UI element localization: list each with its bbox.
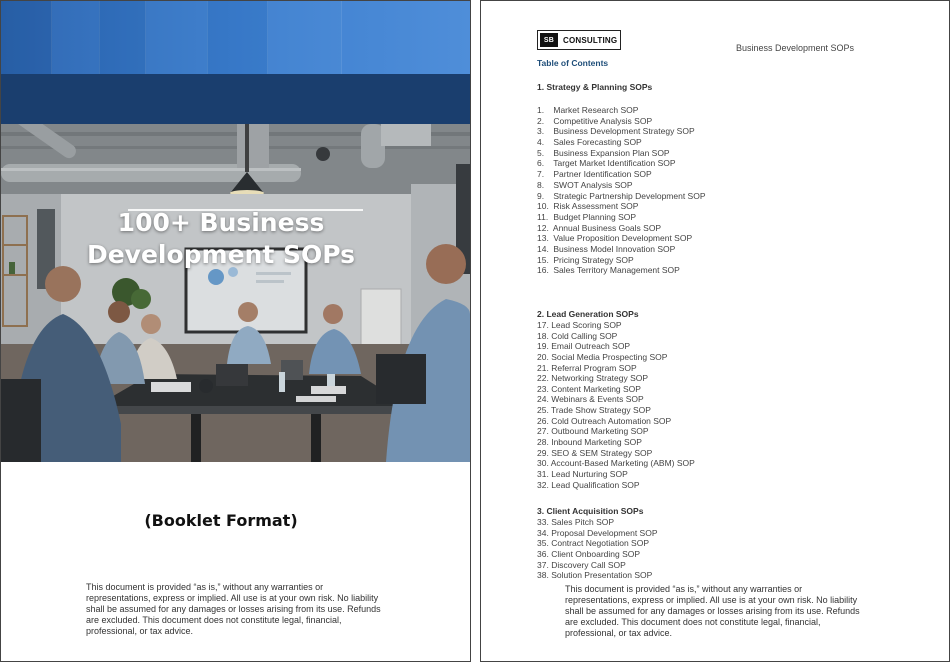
toc-item-label: Account-Based Marketing (ABM) SOP <box>550 458 695 469</box>
toc-item-label: Solution Presentation SOP <box>551 570 653 581</box>
toc-item-number: 38. <box>537 570 549 581</box>
toc-item-label: Outbound Marketing SOP <box>551 426 649 437</box>
toc-title: Table of Contents <box>537 58 609 68</box>
toc-item <box>537 169 706 180</box>
toc-item <box>537 341 695 352</box>
toc-item <box>537 517 658 528</box>
toc-item-number: 23. <box>537 383 549 394</box>
toc-item <box>537 560 658 571</box>
toc-item <box>537 244 706 255</box>
toc-item <box>537 265 706 276</box>
toc-item <box>537 549 658 560</box>
toc-item-number: 32. <box>537 479 549 490</box>
toc-disclaimer: This document is provided “as is,” without any warranties or representations, express or implied. All use is at your own risk. No liability shall be assumed for any damages or losses arising from its use. Refunds are excluded. This document does not constitute legal, financial, professional, or tax advice. <box>565 584 860 638</box>
toc-item-number: 27. <box>537 426 549 437</box>
toc-item-number: 10. <box>537 201 549 212</box>
toc-item <box>537 528 658 539</box>
toc-item-label: SWOT Analysis SOP <box>553 179 633 190</box>
booklet-format-label: (Booklet Format) <box>144 511 298 530</box>
toc-item-label: Email Outreach SOP <box>551 341 631 352</box>
toc-item <box>537 405 695 416</box>
toc-section-client-acquisition <box>537 506 658 581</box>
toc-item-label: SEO & SEM Strategy SOP <box>551 447 653 458</box>
toc-item <box>537 212 706 223</box>
section-title: 1. Strategy & Planning SOPs <box>537 82 653 92</box>
toc-item-label: Proposal Development SOP <box>551 527 658 538</box>
toc-item-number: 6. <box>537 158 545 169</box>
toc-item-label: Networking Strategy SOP <box>551 373 649 384</box>
toc-item-number: 24. <box>537 394 549 405</box>
toc-item-number: 28. <box>537 437 549 448</box>
toc-item <box>537 363 695 374</box>
section-title: 3. Client Acquisition SOPs <box>537 506 644 516</box>
meeting-photo <box>1 124 470 462</box>
toc-item-label: Business Expansion Plan SOP <box>553 147 670 158</box>
toc-item-number: 33. <box>537 517 549 527</box>
toc-list <box>537 105 706 276</box>
toc-item-label: Client Onboarding SOP <box>551 548 641 559</box>
toc-item-label: Webinars & Events SOP <box>551 394 644 405</box>
toc-item <box>537 416 695 427</box>
toc-item-number: 34. <box>537 527 549 538</box>
cover-page <box>0 0 471 662</box>
toc-item <box>537 233 706 244</box>
toc-item-label: Sales Pitch SOP <box>551 517 615 527</box>
toc-item-number: 31. <box>537 468 549 479</box>
toc-item-label: Risk Assessment SOP <box>553 201 639 212</box>
toc-item <box>537 320 695 331</box>
toc-item <box>537 126 706 137</box>
toc-item <box>537 105 706 116</box>
toc-item-label: Pricing Strategy SOP <box>553 254 634 265</box>
toc-item <box>537 137 706 148</box>
toc-item <box>537 255 706 266</box>
logo-text: CONSULTING <box>563 35 618 45</box>
toc-item <box>537 437 695 448</box>
toc-page <box>480 0 950 662</box>
toc-item-label: Lead Scoring SOP <box>551 320 622 330</box>
toc-item-label: Market Research SOP <box>553 105 639 115</box>
toc-item <box>537 469 695 480</box>
toc-item-number: 35. <box>537 538 549 549</box>
toc-item-number: 8. <box>537 179 545 190</box>
toc-item-label: Referral Program SOP <box>551 362 637 373</box>
toc-item-label: Target Market Identification SOP <box>553 158 676 169</box>
toc-item-number: 13. <box>537 233 549 244</box>
toc-item-number: 14. <box>537 243 549 254</box>
toc-item <box>537 116 706 127</box>
toc-item <box>537 223 706 234</box>
toc-item-label: Sales Forecasting SOP <box>553 137 642 148</box>
toc-item <box>537 458 695 469</box>
toc-item-number: 1. <box>537 105 545 115</box>
running-header: Business Development SOPs <box>736 43 855 53</box>
toc-item-number: 22. <box>537 373 549 384</box>
toc-item-number: 16. <box>537 265 549 276</box>
toc-item-number: 37. <box>537 559 549 570</box>
toc-item <box>537 180 706 191</box>
toc-item-number: 11. <box>537 211 549 222</box>
toc-item-label: Competitive Analysis SOP <box>553 115 653 126</box>
banner-top-band <box>1 1 470 74</box>
toc-item-number: 5. <box>537 147 545 158</box>
toc-item-label: Cold Calling SOP <box>551 330 618 341</box>
toc-item-label: Annual Business Goals SOP <box>552 222 662 233</box>
toc-item-label: Partner Identification SOP <box>553 169 652 180</box>
toc-item <box>537 158 706 169</box>
sb-consulting-logo <box>537 30 621 50</box>
toc-item-number: 17. <box>537 320 549 330</box>
toc-item-number: 29. <box>537 447 549 458</box>
toc-item <box>537 373 695 384</box>
toc-item-number: 2. <box>537 115 545 126</box>
toc-item-number: 25. <box>537 405 549 416</box>
section-title: 2. Lead Generation SOPs <box>537 309 639 319</box>
toc-item-number: 30. <box>537 458 549 469</box>
toc-item-label: Trade Show Strategy SOP <box>551 405 651 416</box>
toc-item-number: 4. <box>537 137 545 148</box>
toc-item-label: Inbound Marketing SOP <box>551 437 642 448</box>
toc-item <box>537 448 695 459</box>
cover-title-line2: Development SOPs <box>86 240 356 269</box>
toc-item-label: Lead Qualification SOP <box>551 479 640 490</box>
toc-item-label: Sales Territory Management SOP <box>553 265 680 276</box>
cover-disclaimer: This document is provided “as is,” without any warranties or representations, express or implied. All use is at your own risk. No liability shall be assumed for any damages or losses arising from its use. Refunds are excluded. This document does not constitute legal, financial, professional, or tax advice. <box>86 582 381 636</box>
cover-banner <box>1 1 470 124</box>
toc-item <box>537 331 695 342</box>
toc-item-label: Cold Outreach Automation SOP <box>551 415 672 426</box>
toc-item-number: 20. <box>537 351 549 362</box>
toc-item <box>537 426 695 437</box>
toc-section-strategy <box>537 82 706 276</box>
toc-item <box>537 201 706 212</box>
toc-item-number: 18. <box>537 330 549 341</box>
toc-item-number: 19. <box>537 341 549 352</box>
toc-item-label: Strategic Partnership Development SOP <box>553 190 706 201</box>
toc-item-label: Business Model Innovation SOP <box>553 243 676 254</box>
toc-item-label: Discovery Call SOP <box>551 559 626 570</box>
toc-item-label: Lead Nurturing SOP <box>551 468 628 479</box>
toc-item <box>537 394 695 405</box>
toc-item-label: Value Proposition Development SOP <box>553 233 693 244</box>
toc-item-number: 9. <box>537 190 545 201</box>
toc-section-lead-generation <box>537 309 695 490</box>
banner-bottom-band <box>1 74 470 124</box>
toc-item-number: 12. <box>537 222 549 233</box>
toc-item <box>537 191 706 202</box>
cover-title-line1: 100+ Business <box>117 208 325 237</box>
toc-item-number: 21. <box>537 362 549 373</box>
toc-list <box>537 517 658 581</box>
toc-item-label: Budget Planning SOP <box>553 211 637 222</box>
toc-item-label: Business Development Strategy SOP <box>553 126 695 137</box>
toc-item <box>537 148 706 159</box>
toc-item-number: 36. <box>537 548 549 559</box>
logo-mark: SB <box>540 33 558 47</box>
toc-item <box>537 570 658 581</box>
toc-item <box>537 352 695 363</box>
toc-item-number: 7. <box>537 169 545 180</box>
toc-list <box>537 320 695 490</box>
toc-item-number: 26. <box>537 415 549 426</box>
toc-item-label: Content Marketing SOP <box>551 383 641 394</box>
toc-item <box>537 538 658 549</box>
toc-item <box>537 480 695 491</box>
toc-item-label: Social Media Prospecting SOP <box>551 351 668 362</box>
toc-item-number: 3. <box>537 126 545 137</box>
toc-item-label: Contract Negotiation SOP <box>551 538 650 549</box>
toc-item <box>537 384 695 395</box>
toc-item-number: 15. <box>537 254 549 265</box>
